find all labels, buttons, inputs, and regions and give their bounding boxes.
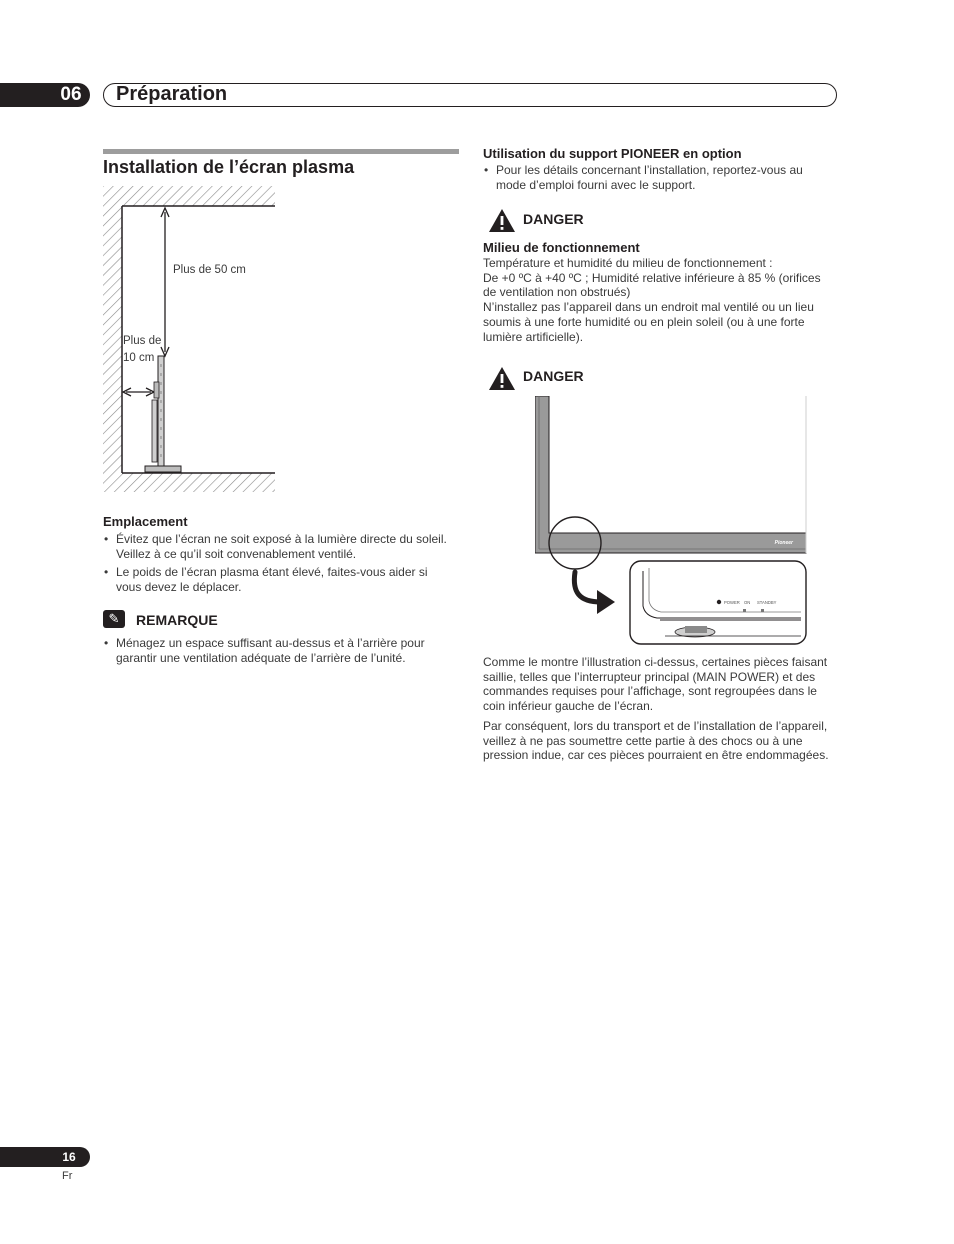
remarque-label: REMARQUE (136, 612, 218, 628)
list-item: • Ménagez un espace suffisant au-dessus et à l’arrière pour garantir une ventilation adéquate de l’arrière de l’unité. (103, 636, 455, 665)
danger-label-2: DANGER (523, 368, 584, 384)
paragraph-1: Comme le montre l’illustration ci-dessus, certaines pièces faisant saillie, telles que l’interrupteur principal (MAIN POWER) et des commandes requises pour l’affichage, sont regroupées dans le coin inférieur gauche de l’écran. (483, 655, 828, 714)
section-title: Installation de l’écran plasma (103, 157, 355, 177)
clearance-top-label: Plus de 50 cm (173, 264, 246, 276)
chapter-title: Préparation (116, 83, 228, 105)
paragraph-2: Par conséquent, lors du transport et de l’installation de l’appareil, veillez à ne pas soumettre cette partie à des chocs ou à une pression indue, car ces pièces pourraient en être endommagées. (483, 719, 829, 763)
brand-logo: Pioneer (774, 540, 793, 546)
plasma-corner-illustration (535, 396, 808, 648)
note-pencil-icon: ✎ (103, 610, 125, 628)
page-language: Fr (62, 1170, 73, 1182)
panel-on-label: ON (744, 600, 751, 605)
warning-triangle-icon (488, 208, 516, 233)
milieu-text (483, 256, 835, 344)
support-list (483, 163, 835, 196)
list-item: • Évitez que l’écran ne soit exposé à la lumière directe du soleil. Veillez à ce qu’il soit convenablement ventilé. (103, 532, 455, 561)
emplacement-list (103, 532, 455, 599)
remarque-list (103, 636, 455, 669)
page-number: 16 (62, 1150, 76, 1164)
panel-power-label: POWER (724, 600, 740, 605)
list-item: • Pour les détails concernant l’installation, reportez-vous au mode d’emploi fourni avec le support. (483, 163, 835, 192)
clearance-side-label-2: 10 cm (123, 352, 155, 364)
milieu-line-3: N’installez pas l’appareil dans un endroit mal ventilé ou un lieu soumis à une forte humidité ou en plein soleil (ou à une forte lumière artificielle). (483, 300, 814, 344)
panel-standby-label: STANDBY (757, 600, 777, 605)
warning-triangle-icon (488, 366, 516, 391)
milieu-heading: Milieu de fonctionnement (483, 240, 640, 255)
section-rule (103, 149, 459, 154)
chapter-number: 06 (60, 84, 82, 105)
milieu-line-1: Température et humidité du milieu de fonctionnement : (483, 256, 773, 270)
milieu-line-2: De +0 ºC à +40 ºC ; Humidité relative inférieure à 85 % (orifices de ventilation non obstrués) (483, 270, 821, 300)
support-heading: Utilisation du support PIONEER en option (483, 146, 742, 161)
emplacement-heading: Emplacement (103, 514, 188, 529)
list-item: • Le poids de l’écran plasma étant élevé, faites-vous aider si vous devez le déplacer. (103, 565, 455, 594)
danger-label-1: DANGER (523, 211, 584, 227)
clearance-side-label-1: Plus de (123, 335, 162, 347)
